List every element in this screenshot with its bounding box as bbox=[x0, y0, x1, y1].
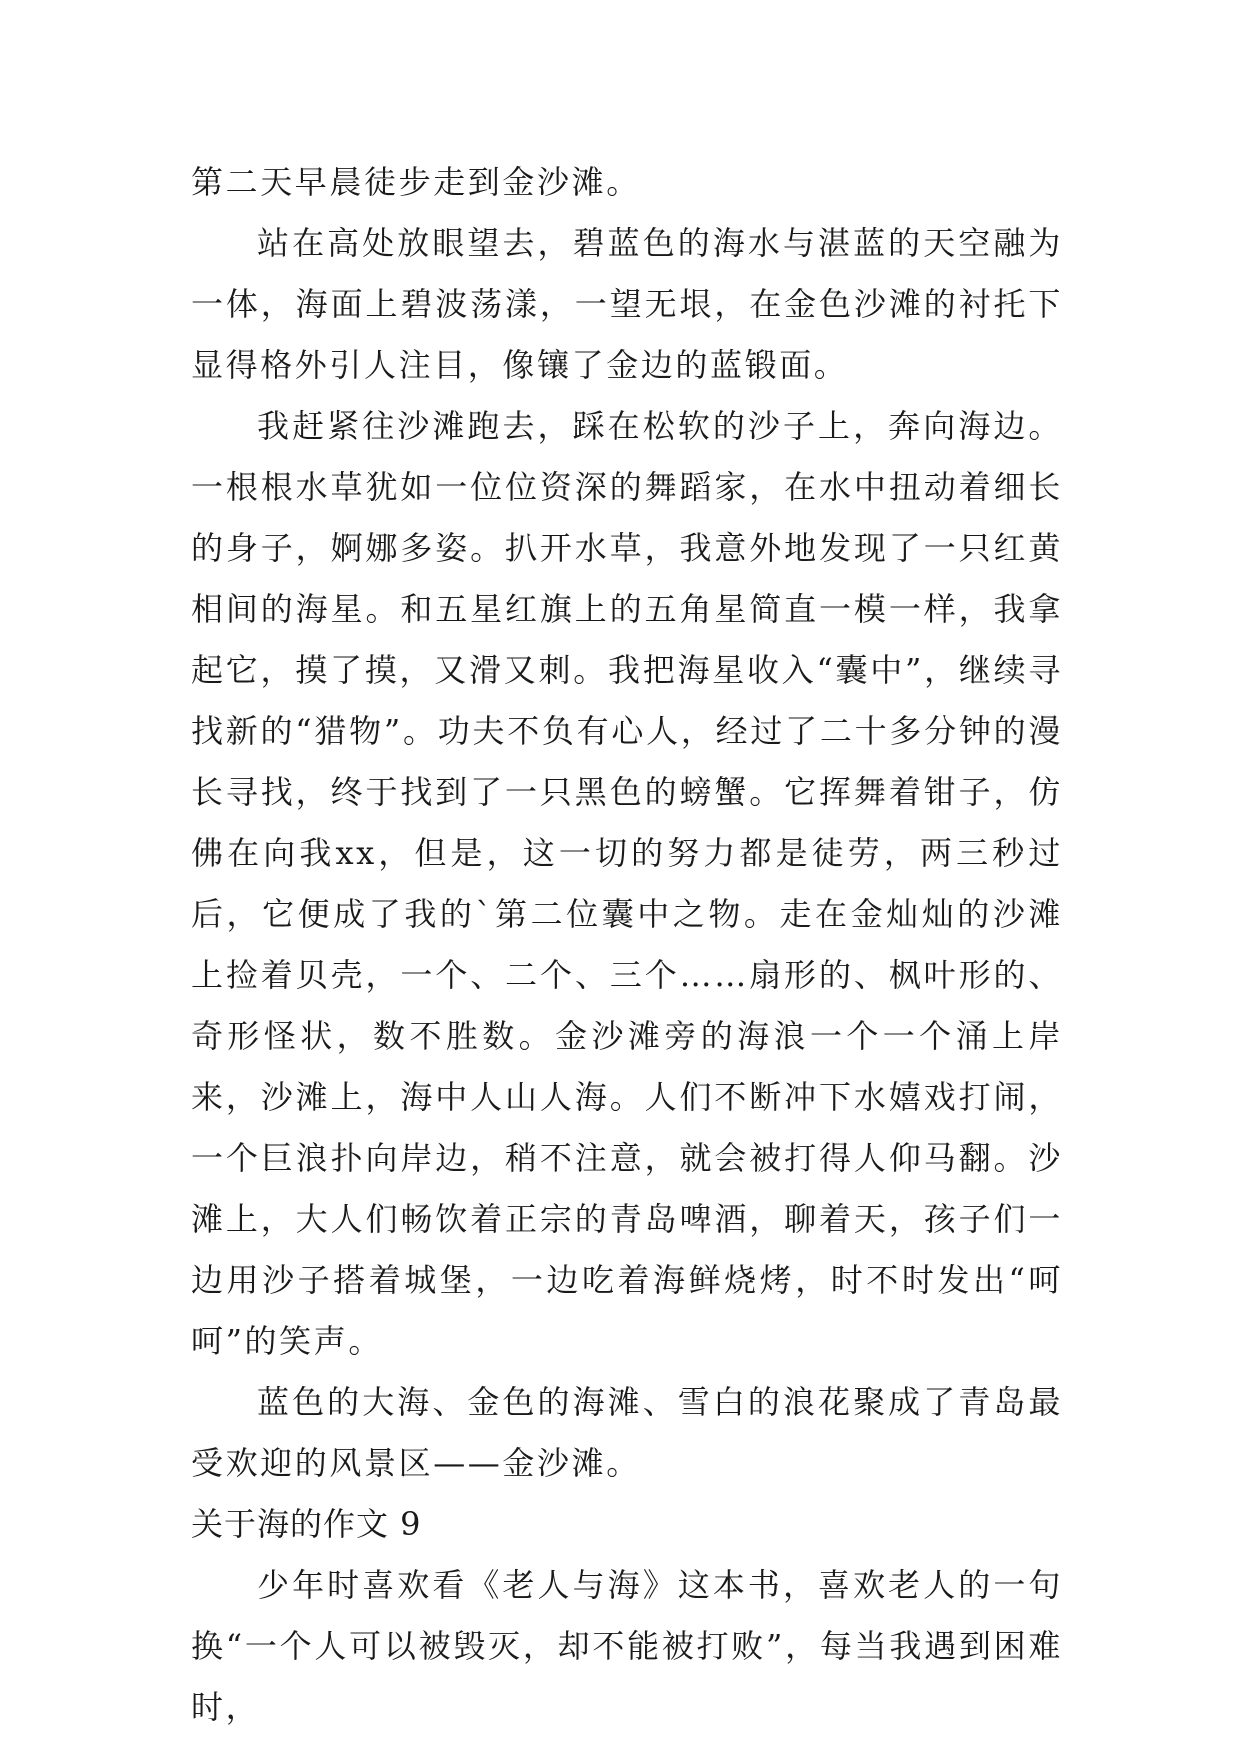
paragraph-overlook: 站在高处放眼望去，碧蓝色的海水与湛蓝的天空融为一体，海面上碧波荡漾，一望无垠，在金色沙滩的衬托下显得格外引人注目，像镶了金边的蓝锻面。 bbox=[191, 224, 1063, 384]
document-body bbox=[191, 152, 1063, 1738]
paragraph-conclusion: 蓝色的大海、金色的海滩、雪白的浪花聚成了青岛最受欢迎的风景区——金沙滩。 bbox=[191, 1383, 1063, 1482]
paragraph-continuation: 第二天早晨徒步走到金沙滩。 bbox=[191, 163, 641, 201]
paragraph-old-man-and-sea: 少年时喜欢看《老人与海》这本书，喜欢老人的一句换“一个人可以被毁灭，却不能被打败”，每当我遇到困难时， bbox=[191, 1566, 1063, 1726]
paragraph-beach-activities: 我赶紧往沙滩跑去，踩在松软的沙子上，奔向海边。一根根水草犹如一位位资深的舞蹈家，在水中扭动着细长的身子，婀娜多姿。扒开水草，我意外地发现了一只红黄相间的海星。和五星红旗上的五角星简直一模一样，我拿起它，摸了摸，又滑又刺。我把海星收入“囊中”，继续寻找新的“猎物”。功夫不负有心人，经过了二十多分钟的漫长寻找，终于找到了一只黑色的螃蟹。它挥舞着钳子，仿佛在向我xx，但是，这一切的努力都是徒劳，两三秒过后，它便成了我的`第二位囊中之物。走在金灿灿的沙滩上捡着贝壳，一个、二个、三个……扇形的、枫叶形的、奇形怪状，数不胜数。金沙滩旁的海浪一个一个涌上岸来，沙滩上，海中人山人海。人们不断冲下水嬉戏打闹，一个巨浪扑向岸边，稍不注意，就会被打得人仰马翻。沙滩上，大人们畅饮着正宗的青岛啤酒，聊着天，孩子们一边用沙子搭着城堡，一边吃着海鲜烧烤，时不时发出“呵呵”的笑声。 bbox=[191, 407, 1063, 1360]
essay-heading: 关于海的作文 9 bbox=[191, 1505, 422, 1543]
